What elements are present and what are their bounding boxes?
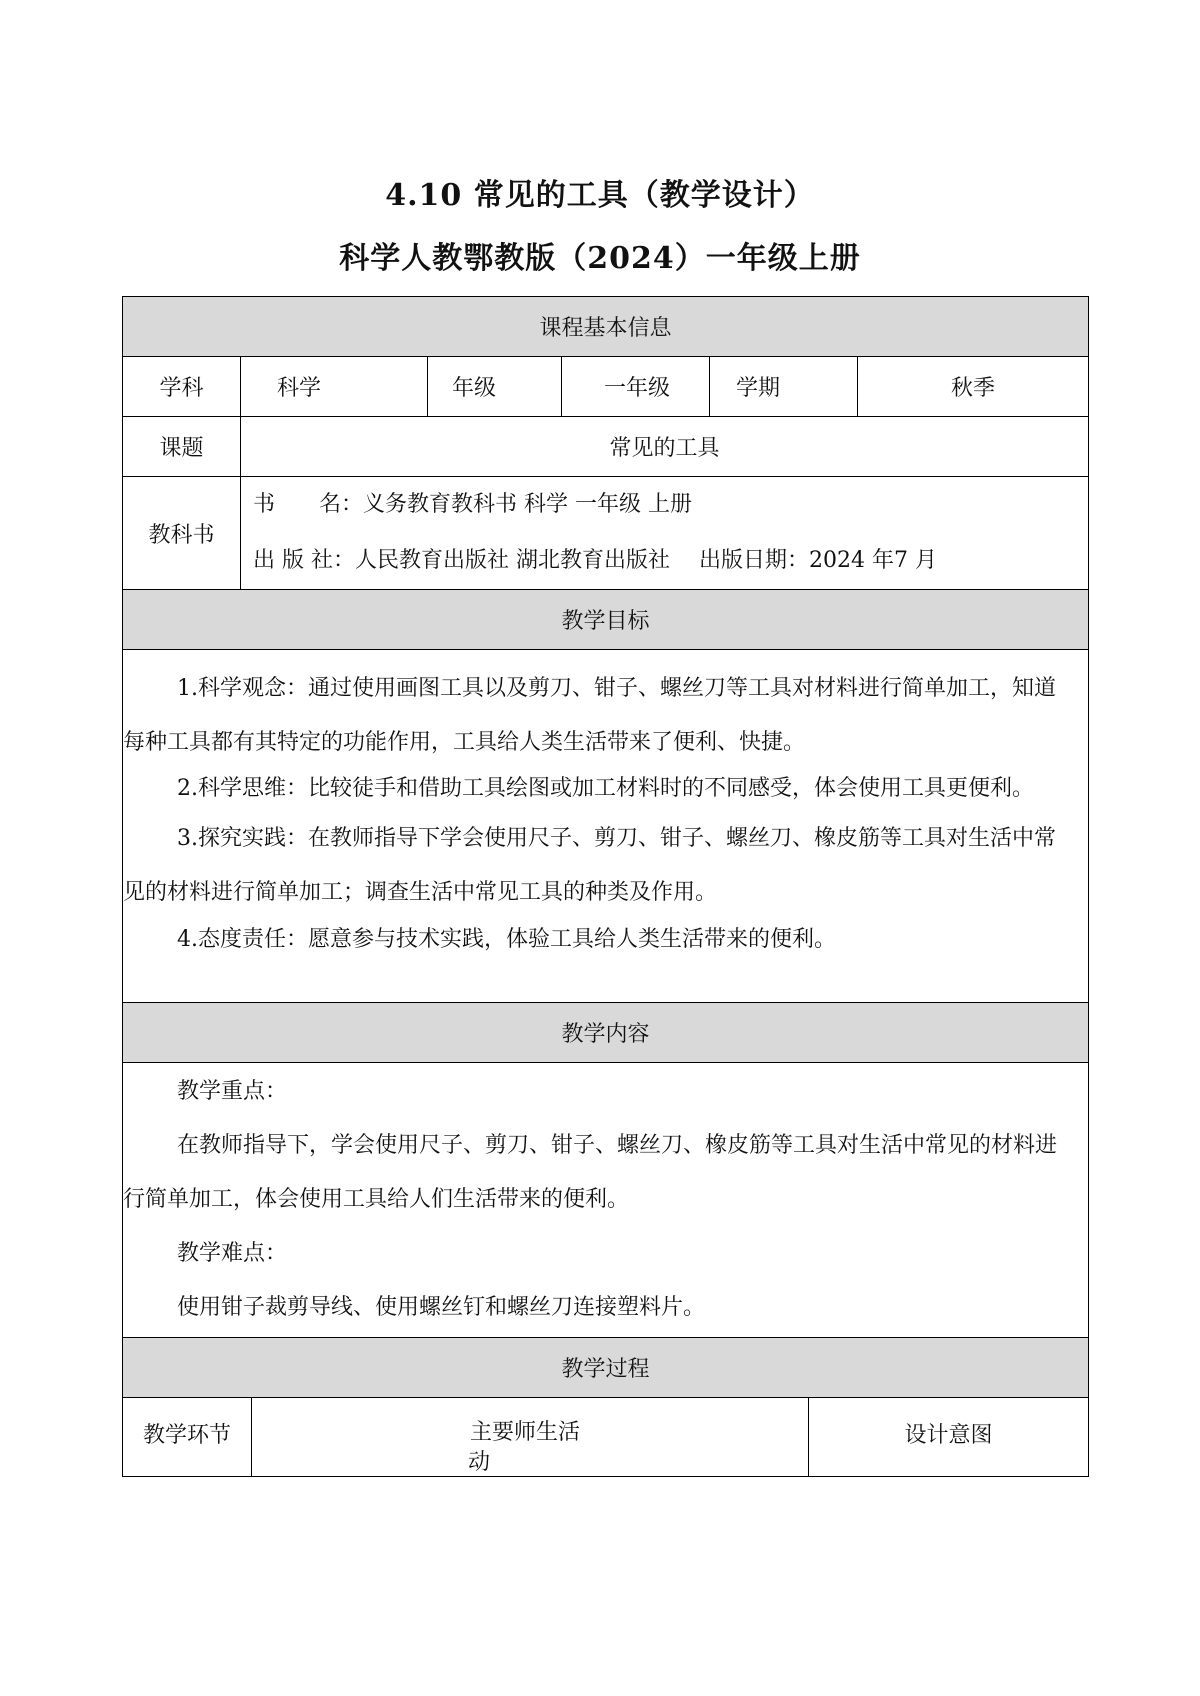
process-col-stage: 教学环节 — [123, 1398, 252, 1476]
publisher-line: 出 版 社：人民教育出版社 湖北教育出版社 出版日期：2024 年7 月 — [253, 548, 937, 573]
topic-value: 常见的工具 — [241, 417, 1089, 477]
document-title: 4.10 常见的工具（教学设计） — [385, 178, 815, 213]
book-name-value: 义务教育教科书 科学 一年级 上册 — [363, 492, 692, 517]
goals-block — [123, 650, 1089, 1003]
textbook-details — [241, 477, 1089, 590]
process-col-intent: 设计意图 — [904, 1423, 993, 1448]
activities-line2: 动 — [468, 1450, 491, 1475]
goal-item: 2.科学思维：比较徒手和借助工具绘图或加工材料时的不同感受，体会使用工具更便利。 — [177, 776, 1034, 801]
key-point-label: 教学重点： — [177, 1079, 288, 1104]
process-header-row — [123, 1398, 1089, 1477]
activities-line2-wrap — [252, 1448, 808, 1478]
activities-line1: 主要师生活 — [470, 1420, 581, 1445]
section-header-basic-info: 课程基本信息 — [123, 297, 1089, 357]
goal-item: 4.态度责任：愿意参与技术实践，体验工具给人类生活带来的便利。 — [177, 927, 836, 952]
term-value: 秋季 — [858, 357, 1089, 417]
goal-item: 1.科学观念：通过使用画图工具以及剪刀、钳子、螺丝刀等工具对材料进行简单加工，知道每种工具都有其特定的功能作用，工具给人类生活带来了便利、快捷。 — [123, 676, 1056, 755]
term-label: 学期 — [710, 357, 858, 417]
grade-label: 年级 — [428, 357, 562, 417]
section-header-content: 教学内容 — [123, 1003, 1089, 1063]
difficult-point-label: 教学难点： — [177, 1241, 288, 1266]
document-subtitle: 科学人教鄂教版（2024）一年级上册 — [339, 241, 861, 276]
topic-label: 课题 — [123, 417, 241, 477]
subject-value: 科学 — [241, 357, 428, 417]
goal-item: 3.探究实践：在教师指导下学会使用尺子、剪刀、钳子、螺丝刀、橡皮筋等工具对生活中常见的材料进行简单加工；调查生活中常见工具的种类及作用。 — [123, 826, 1056, 905]
book-name-label: 书 名： — [253, 492, 364, 517]
process-col-activities — [252, 1398, 809, 1476]
book-name-line — [253, 477, 1088, 533]
lesson-plan-table — [122, 296, 1089, 1477]
subject-label: 学科 — [123, 357, 241, 417]
section-header-goals: 教学目标 — [123, 590, 1089, 650]
content-block — [123, 1063, 1089, 1338]
difficult-point-text: 使用钳子裁剪导线、使用螺丝钉和螺丝刀连接塑料片。 — [177, 1295, 706, 1320]
section-header-process: 教学过程 — [123, 1338, 1089, 1398]
grade-value: 一年级 — [562, 357, 710, 417]
key-point-text: 在教师指导下，学会使用尺子、剪刀、钳子、螺丝刀、橡皮筋等工具对生活中常见的材料进行简单加工，体会使用工具给人们生活带来的便利。 — [123, 1133, 1058, 1212]
textbook-label: 教科书 — [123, 477, 241, 590]
